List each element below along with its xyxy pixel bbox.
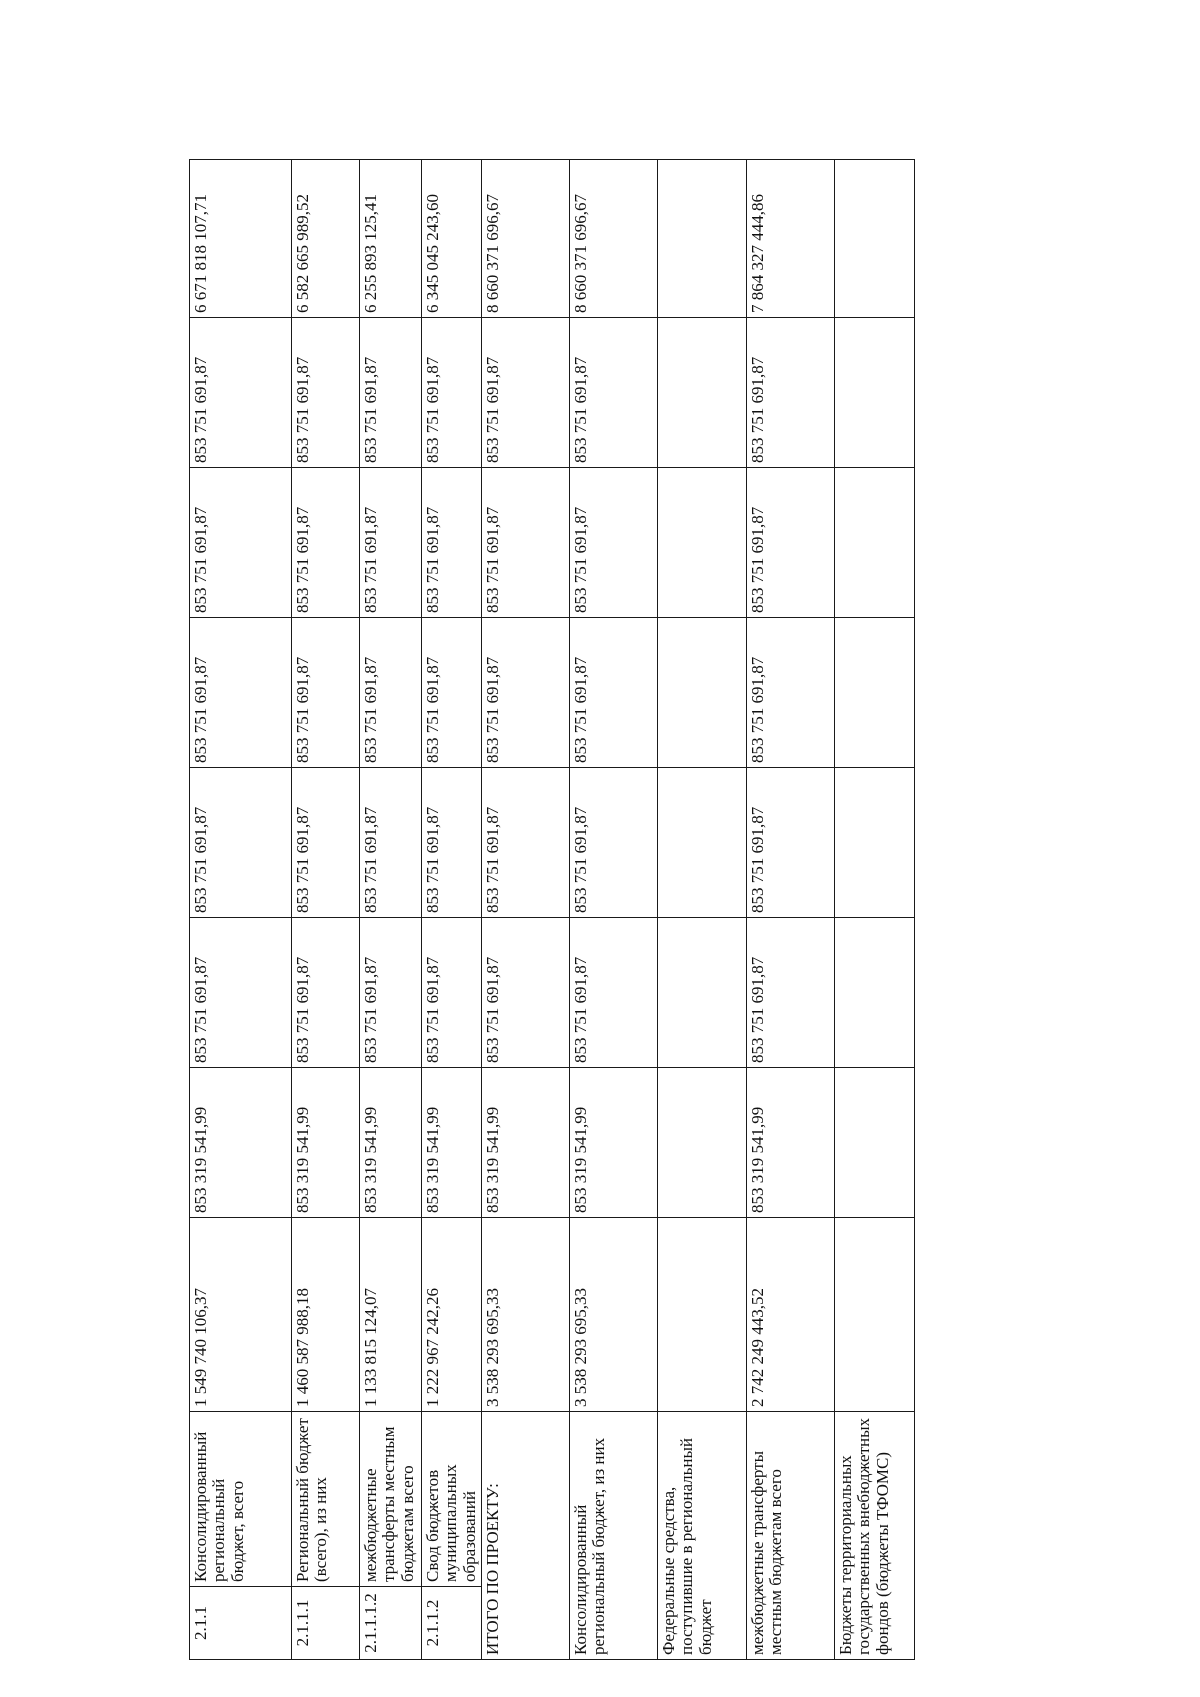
summary-row — [747, 160, 835, 1660]
value-cell — [835, 318, 915, 468]
value-cell: 1 222 967 242,26 — [422, 1218, 482, 1412]
value-cell: 853 751 691,87 — [747, 768, 835, 918]
table-row — [360, 160, 422, 1660]
value-cell: 853 751 691,87 — [422, 918, 482, 1068]
value-cell: 853 319 541,99 — [570, 1068, 658, 1218]
summary-row — [482, 160, 570, 1660]
value-cell — [835, 1068, 915, 1218]
value-cell — [658, 318, 747, 468]
value-cell: 853 751 691,87 — [482, 918, 570, 1068]
value-cell: 853 751 691,87 — [570, 918, 658, 1068]
summary-row — [658, 160, 747, 1660]
value-cell: 7 864 327 444,86 — [747, 160, 835, 318]
value-cell: 853 319 541,99 — [190, 1068, 292, 1218]
value-cell: 853 319 541,99 — [292, 1068, 360, 1218]
value-cell: 853 319 541,99 — [422, 1068, 482, 1218]
row-code: 2.1.1.1 — [292, 1587, 360, 1660]
summary-name: межбюджетные трансферты местным бюджетам всего — [747, 1412, 835, 1660]
summary-name: ИТОГО ПО ПРОЕКТУ: — [482, 1412, 570, 1660]
value-cell — [835, 768, 915, 918]
value-cell: 2 742 249 443,52 — [747, 1218, 835, 1412]
value-cell: 853 751 691,87 — [747, 318, 835, 468]
value-cell: 853 751 691,87 — [570, 768, 658, 918]
value-cell: 853 751 691,87 — [360, 468, 422, 618]
value-cell: 1 549 740 106,37 — [190, 1218, 292, 1412]
value-cell — [658, 468, 747, 618]
value-cell: 6 255 893 125,41 — [360, 160, 422, 318]
summary-name: Бюджеты территориальных государственных внебюджетных фондов (бюджеты ТФОМС) — [835, 1412, 915, 1660]
value-cell — [658, 768, 747, 918]
value-cell: 853 751 691,87 — [570, 618, 658, 768]
value-cell: 853 751 691,87 — [422, 768, 482, 918]
value-cell: 853 751 691,87 — [482, 468, 570, 618]
value-cell — [658, 160, 747, 318]
value-cell — [835, 618, 915, 768]
row-name: Консолидированный региональный бюджет, всего — [190, 1412, 292, 1587]
value-cell: 853 751 691,87 — [747, 468, 835, 618]
value-cell: 6 345 045 243,60 — [422, 160, 482, 318]
table-row — [190, 160, 292, 1660]
value-cell: 853 751 691,87 — [570, 318, 658, 468]
value-cell: 8 660 371 696,67 — [482, 160, 570, 318]
value-cell — [835, 160, 915, 318]
value-cell: 853 751 691,87 — [422, 318, 482, 468]
value-cell: 853 319 541,99 — [360, 1068, 422, 1218]
summary-name: Федеральные средства, поступившие в региональный бюджет — [658, 1412, 747, 1660]
table-row — [292, 160, 360, 1660]
value-cell — [658, 918, 747, 1068]
value-cell: 853 751 691,87 — [360, 318, 422, 468]
value-cell — [835, 918, 915, 1068]
value-cell — [835, 1218, 915, 1412]
value-cell: 853 751 691,87 — [190, 468, 292, 618]
value-cell: 8 660 371 696,67 — [570, 160, 658, 318]
value-cell: 853 751 691,87 — [190, 318, 292, 468]
summary-name: Консолидированный региональный бюджет, из них — [570, 1412, 658, 1660]
summary-row — [835, 160, 915, 1660]
value-cell: 853 751 691,87 — [292, 318, 360, 468]
value-cell: 853 751 691,87 — [360, 618, 422, 768]
value-cell: 853 751 691,87 — [747, 918, 835, 1068]
row-code: 2.1.1.1.2 — [360, 1587, 422, 1660]
value-cell — [658, 618, 747, 768]
value-cell — [658, 1218, 747, 1412]
value-cell: 853 751 691,87 — [482, 618, 570, 768]
value-cell: 853 751 691,87 — [747, 618, 835, 768]
value-cell: 853 751 691,87 — [292, 768, 360, 918]
value-cell: 853 751 691,87 — [190, 618, 292, 768]
value-cell: 853 751 691,87 — [570, 468, 658, 618]
value-cell: 853 751 691,87 — [422, 618, 482, 768]
value-cell: 853 751 691,87 — [292, 918, 360, 1068]
row-name: Региональный бюджет (всего), из них — [292, 1412, 360, 1587]
value-cell: 6 671 818 107,71 — [190, 160, 292, 318]
row-name: межбюджетные трансферты местным бюджетам всего — [360, 1412, 422, 1587]
value-cell: 3 538 293 695,33 — [570, 1218, 658, 1412]
value-cell: 853 751 691,87 — [482, 318, 570, 468]
value-cell: 853 751 691,87 — [422, 468, 482, 618]
summary-row — [570, 160, 658, 1660]
row-code: 2.1.1.2 — [422, 1587, 482, 1660]
value-cell — [658, 1068, 747, 1218]
value-cell: 1 133 815 124,07 — [360, 1218, 422, 1412]
value-cell: 853 319 541,99 — [482, 1068, 570, 1218]
value-cell: 853 751 691,87 — [360, 918, 422, 1068]
value-cell: 3 538 293 695,33 — [482, 1218, 570, 1412]
table-row — [422, 160, 482, 1660]
value-cell: 853 751 691,87 — [360, 768, 422, 918]
value-cell: 853 751 691,87 — [292, 468, 360, 618]
value-cell — [835, 468, 915, 618]
row-code: 2.1.1 — [190, 1587, 292, 1660]
value-cell: 853 751 691,87 — [482, 768, 570, 918]
value-cell: 853 751 691,87 — [190, 918, 292, 1068]
value-cell: 853 751 691,87 — [292, 618, 360, 768]
value-cell: 853 751 691,87 — [190, 768, 292, 918]
row-name: Свод бюджетов муниципальных образований — [422, 1412, 482, 1587]
value-cell: 6 582 665 989,52 — [292, 160, 360, 318]
value-cell: 853 319 541,99 — [747, 1068, 835, 1218]
value-cell: 1 460 587 988,18 — [292, 1218, 360, 1412]
budget-table — [189, 159, 915, 1660]
